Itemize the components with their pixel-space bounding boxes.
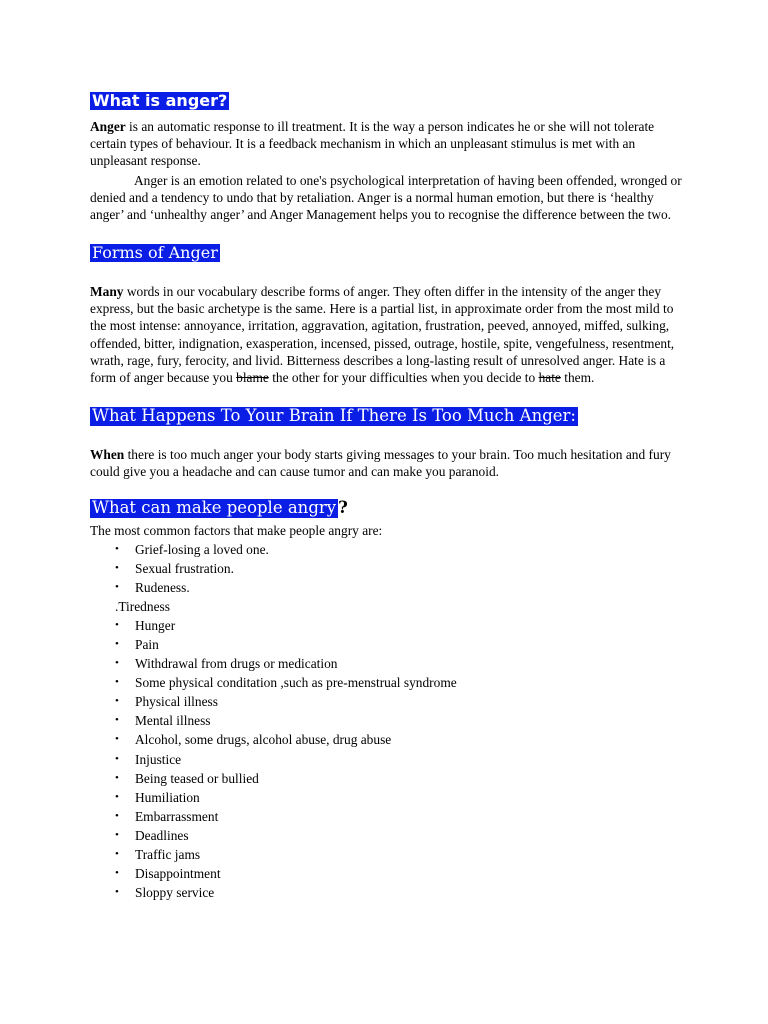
list-item-text: Sexual frustration. <box>135 561 234 577</box>
list-item <box>90 692 690 711</box>
anger-p1-bold: Anger <box>90 119 126 134</box>
list-item <box>90 559 690 578</box>
list-item-text: Being teased or bullied <box>135 770 259 786</box>
bullet-list-a <box>90 540 690 597</box>
bullet-icon: • <box>115 752 119 765</box>
heading-what-is-anger-text: What is anger? <box>92 91 228 110</box>
list-item <box>90 864 690 883</box>
list-item <box>90 654 690 673</box>
list-item <box>90 711 690 730</box>
anger-paragraph-1 <box>90 118 690 170</box>
bullet-icon: • <box>115 619 119 632</box>
heading-forms-of-anger <box>90 244 690 262</box>
forms-bold: Many <box>90 284 124 299</box>
list-item-text: Hunger <box>135 618 176 634</box>
list-item-text: Rudeness. <box>135 580 190 596</box>
bullet-icon: • <box>115 714 119 727</box>
bullet-icon: • <box>115 657 119 670</box>
list-item <box>90 769 690 788</box>
forms-text-c: them. <box>560 370 595 386</box>
forms-text-a: words in our vocabulary describe forms of anger. They often differ in the intensity of the anger they express, but the basic archetype is the same. Here is a partial list, in approximate order from the most mild to the most intense: annoyance, irritation, aggravation, agitation, frustration, peeved, annoyed, miffed, sulking, offended, bitter, indignation, exasperation, incensed, pissed, outrage, hostile, spite, vengefulness, resentment, wrath, rage, fury, ferocity, and livid. Bitterness describes a long-lasting result of unresolved anger. Hate is a form of anger because you <box>90 284 675 386</box>
list-item <box>90 750 690 769</box>
list-item-text: Some physical conditation ,such as pre-menstrual syndrome <box>135 675 457 691</box>
bullet-icon: • <box>115 733 119 746</box>
list-item-text: Humiliation <box>135 789 200 805</box>
list-item <box>90 845 690 864</box>
list-item-text: Mental illness <box>135 713 211 729</box>
forms-struck-hate: hate <box>538 370 561 386</box>
list-item <box>90 673 690 692</box>
list-item-text: Deadlines <box>135 827 189 843</box>
list-item <box>90 730 690 749</box>
list-item-text: Embarrassment <box>135 808 219 824</box>
heading-brain <box>90 407 710 426</box>
forms-paragraph <box>90 283 690 386</box>
bullet-list-b <box>90 616 690 902</box>
heading-question-mark: ? <box>338 498 348 517</box>
angry-factors-list <box>90 540 690 902</box>
list-item <box>90 635 690 654</box>
forms-struck-blame: blame <box>236 370 269 386</box>
list-item-text: Alcohol, some drugs, alcohol abuse, drug abuse <box>135 732 392 748</box>
bullet-icon: • <box>115 543 119 555</box>
list-item-text: Grief-losing a loved one. <box>135 542 269 557</box>
bullet-icon: • <box>115 847 119 860</box>
bullet-icon: • <box>115 562 119 575</box>
bullet-icon: • <box>115 638 119 651</box>
angry-intro <box>90 522 690 539</box>
brain-paragraph <box>90 446 690 480</box>
bullet-icon: • <box>115 828 119 841</box>
forms-text-b: the other for your difficulties when you decide to <box>268 370 539 386</box>
heading-brain-text: What Happens To Your Brain If There Is Too Much Anger: <box>92 406 576 425</box>
bullet-icon: • <box>115 771 119 784</box>
heading-what-makes-angry <box>90 499 690 518</box>
list-item-text: Sloppy service <box>135 884 215 900</box>
heading-what-is-anger <box>90 92 690 110</box>
bullet-icon: • <box>115 581 119 594</box>
list-item <box>90 826 690 845</box>
list-item <box>90 807 690 826</box>
bullet-icon: • <box>115 695 119 708</box>
list-item-text: Injustice <box>135 751 182 767</box>
anger-paragraph-2 <box>90 172 690 224</box>
list-item-text: Traffic jams <box>135 846 201 862</box>
list-item <box>90 616 690 635</box>
list-item <box>90 578 690 597</box>
list-item-text: Disappointment <box>135 865 221 881</box>
list-item-text: Physical illness <box>135 694 218 710</box>
heading-what-makes-angry-text: What can make people angry <box>92 498 337 517</box>
list-item-text: Pain <box>135 637 159 653</box>
plain-item-tiredness: .Tiredness <box>115 599 170 615</box>
brain-bold: When <box>90 447 125 462</box>
bullet-icon: • <box>115 790 119 803</box>
bullet-icon: • <box>115 809 119 822</box>
list-item <box>90 540 690 559</box>
bullet-icon: • <box>115 885 119 898</box>
heading-forms-of-anger-text: Forms of Anger <box>92 243 218 262</box>
anger-p2-text: Anger is an emotion related to one's psychological interpretation of having been offended, wronged or denied and a tendency to undo that by retaliation. Anger is a normal human emotion, but there is ‘healthy anger’ and ‘unhealthy anger’ and Anger Management helps you to recognise the difference between the two. <box>90 173 682 223</box>
brain-text: there is too much anger your body starts giving messages to your brain. Too much hesitation and fury could give you a headache and can cause tumor and can make you paranoid. <box>90 447 671 480</box>
list-item <box>90 883 690 902</box>
anger-p1-text: is an automatic response to ill treatment. It is the way a person indicates he or she will not tolerate certain types of behaviour. It is a feedback mechanism in which an unpleasant stimulus is met with an unpleasant response. <box>90 119 655 169</box>
angry-intro-text: The most common factors that make people angry are: <box>90 523 383 538</box>
list-item <box>90 788 690 807</box>
bullet-icon: • <box>115 866 119 879</box>
bullet-icon: • <box>115 676 119 689</box>
list-item-text: Withdrawal from drugs or medication <box>135 656 338 672</box>
